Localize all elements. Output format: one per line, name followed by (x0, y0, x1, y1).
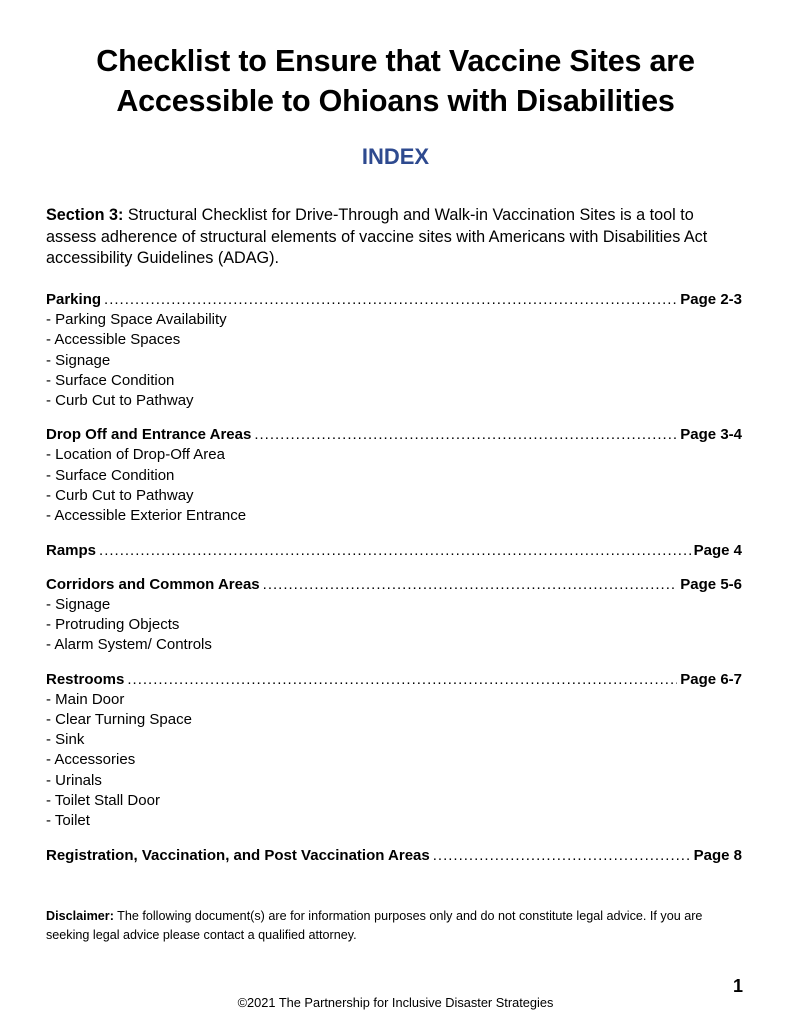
toc-subitem: - Accessible Spaces (46, 331, 181, 349)
toc-subitem: - Parking Space Availability (46, 311, 227, 328)
toc-entry (46, 425, 742, 445)
toc-section-title: Parking (46, 291, 102, 308)
toc-section-title: Registration, Vaccination, and Post Vaccination Areas (46, 846, 430, 864)
toc-subitem: - Curb Cut to Pathway (46, 487, 194, 505)
dot-leader (254, 425, 677, 445)
toc-subitem: - Location of Drop-Off Area (46, 446, 225, 464)
disclaimer-label: Disclaimer: (46, 909, 114, 923)
toc-section (46, 425, 742, 526)
toc-entry (46, 290, 742, 310)
toc-section (46, 846, 742, 866)
toc-subitem: - Toilet Stall Door (46, 792, 160, 810)
page-number: 1 (732, 976, 743, 996)
intro-paragraph (46, 205, 746, 270)
toc-page-ref: Page 4 (693, 541, 742, 559)
toc-subitem: - Signage (46, 351, 111, 369)
table-of-contents (46, 290, 742, 866)
intro-label: Section 3: (46, 206, 124, 224)
toc-subitem: - Signage (46, 595, 111, 613)
dot-leader (263, 575, 678, 595)
index-heading: INDEX (361, 144, 430, 169)
toc-subitem: - Urinals (46, 771, 102, 789)
toc-page-ref: Page 5-6 (680, 575, 742, 593)
dot-leader (104, 290, 677, 310)
toc-section (46, 575, 742, 656)
title-line-2: Accessible to Ohioans with Disabilities (116, 84, 675, 118)
toc-subitem: - Curb Cut to Pathway (46, 392, 194, 410)
dot-leader (99, 541, 691, 561)
toc-subitem: - Clear Turning Space (46, 710, 192, 728)
toc-subitem: - Alarm System/ Controls (46, 636, 212, 654)
toc-subitem: - Toilet (46, 812, 90, 830)
toc-section-title: Ramps (46, 541, 97, 559)
toc-section-title: Corridors and Common Areas (46, 575, 260, 593)
toc-section (46, 541, 742, 561)
disclaimer (46, 907, 746, 945)
toc-subitem: - Accessible Exterior Entrance (46, 507, 247, 525)
toc-entry (46, 541, 742, 561)
toc-subitem-list (46, 595, 742, 656)
toc-section-title: Restrooms (46, 670, 125, 688)
toc-subitem: - Main Door (46, 690, 125, 708)
toc-entry (46, 575, 742, 595)
toc-section (46, 670, 742, 832)
toc-subitem: - Protruding Objects (46, 615, 180, 633)
footer-copyright: ©2021 The Partnership for Inclusive Disaster Strategies (237, 995, 554, 1010)
toc-subitem: - Sink (46, 731, 85, 749)
toc-page-ref: Page 3-4 (680, 426, 742, 444)
toc-subitem: - Surface Condition (46, 466, 175, 484)
toc-subitem: - Accessories (46, 751, 136, 769)
toc-page-ref: Page 2-3 (680, 291, 742, 308)
toc-subitem-list (46, 310, 742, 411)
document-title (20, 41, 771, 121)
toc-subitem-list (46, 445, 742, 526)
toc-entry (46, 846, 742, 866)
disclaimer-text: The following document(s) are for information purposes only and do not constitute legal advice. If you are seeking legal advice please contact a qualified attorney. (46, 909, 703, 942)
toc-subitem-list (46, 690, 742, 832)
toc-page-ref: Page 8 (693, 846, 742, 864)
toc-subitem: - Surface Condition (46, 371, 175, 389)
intro-text: Structural Checklist for Drive-Through and Walk-in Vaccination Sites is a tool to assess adherence of structural elements of vaccine sites with Americans with Disabilities Act accessibility Guidelines (ADAG). (46, 206, 708, 267)
dot-leader (127, 670, 677, 690)
toc-page-ref: Page 6-7 (680, 670, 742, 688)
dot-leader (433, 846, 691, 866)
title-line-1: Checklist to Ensure that Vaccine Sites are (96, 44, 695, 78)
toc-section (46, 290, 742, 411)
toc-entry (46, 670, 742, 690)
toc-section-title: Drop Off and Entrance Areas (46, 426, 252, 444)
